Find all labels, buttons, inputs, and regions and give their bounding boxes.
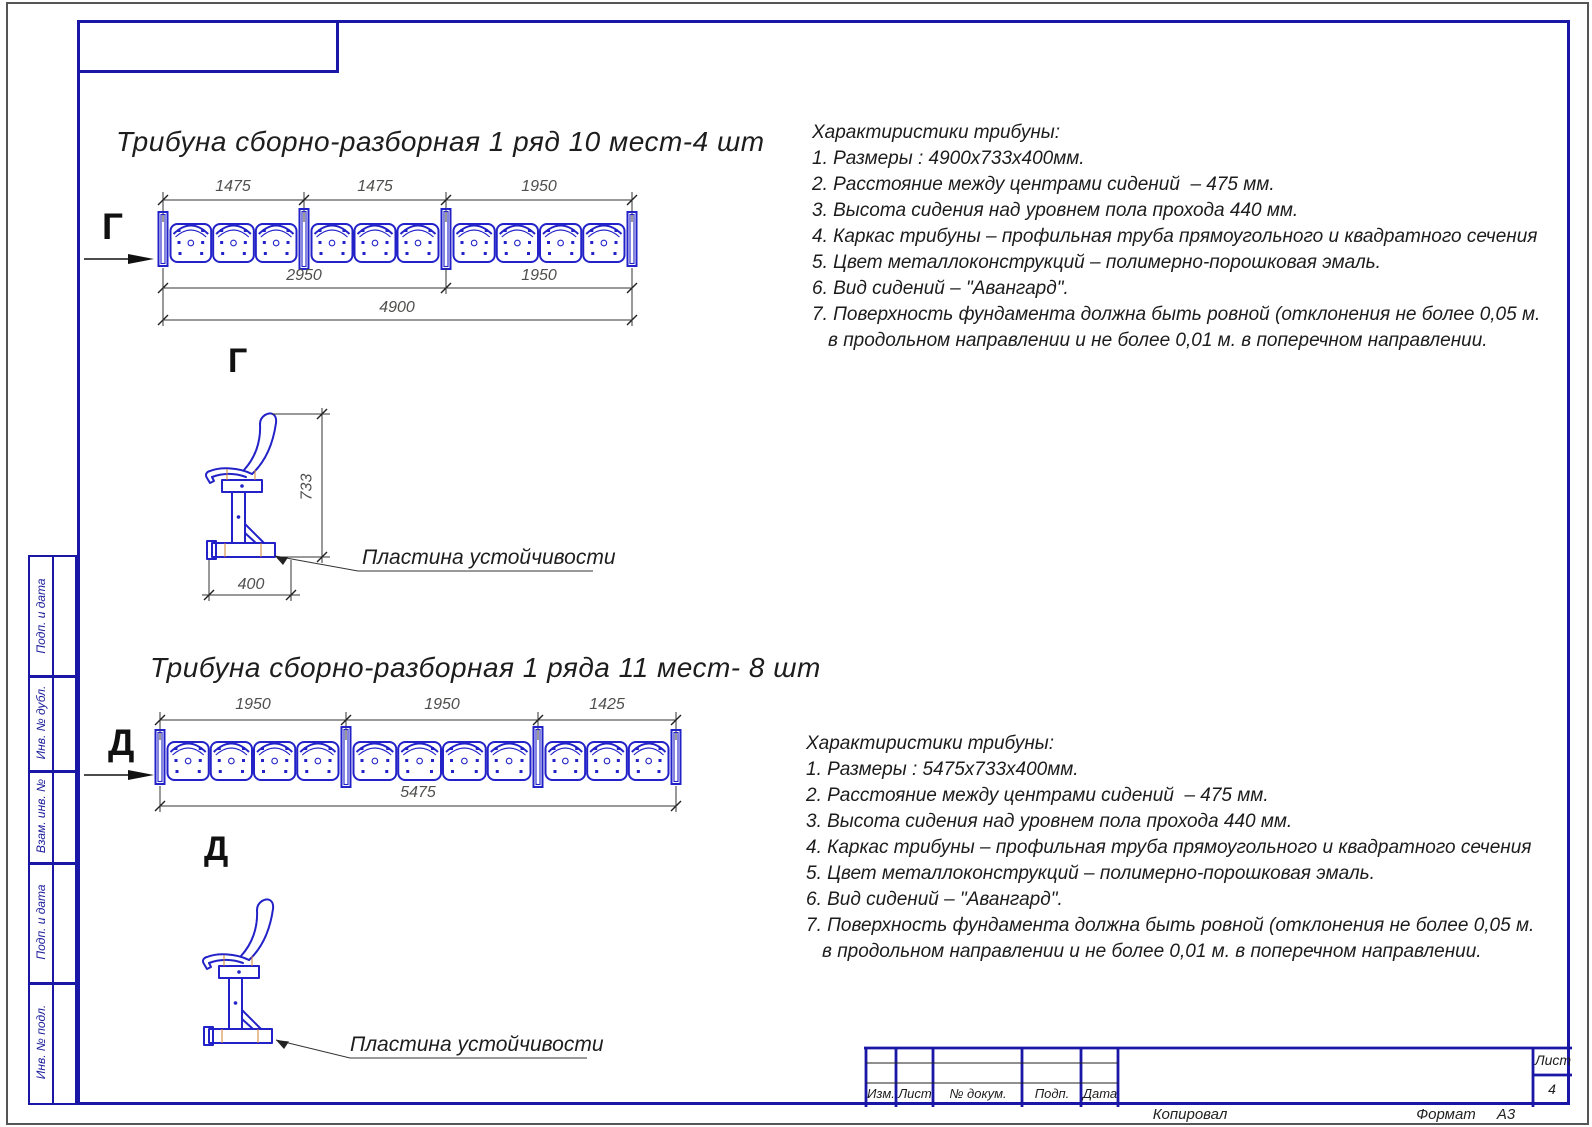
specs-line: 3. Высота сидения над уровнем пола прохода 440 мм. (806, 811, 1293, 832)
specs-line: 2. Расстояние между центрами сидений – 475 мм. (812, 174, 1275, 195)
left-attribute-strip (28, 555, 77, 1105)
dim-label: 4900 (379, 299, 415, 316)
seat (587, 742, 627, 780)
stability-plate-callout: Пластина устойчивости (362, 546, 616, 569)
specs-line: в продольном направлении и не более 0,01 м. в поперечном направлении. (828, 330, 1488, 351)
seat (540, 224, 581, 262)
dim-label-depth: 400 (237, 576, 265, 593)
dim-label: 1475 (215, 178, 251, 195)
seat (488, 742, 531, 780)
specs-line: 5. Цвет металлоконструкций – полимерно-порошковая эмаль. (812, 252, 1381, 273)
tribune2-title: Трибуна сборно-разборная 1 ряда 11 мест- 8 шт (150, 652, 821, 683)
seat (398, 742, 441, 780)
specs-line: 5. Цвет металлоконструкций – полимерно-порошковая эмаль. (806, 863, 1375, 884)
seat (256, 224, 297, 262)
sheet-label: Лист (1534, 1052, 1572, 1068)
strip-label: Взам. инв. № (34, 778, 48, 854)
seat (297, 742, 338, 780)
sheet-number: 4 (1548, 1081, 1556, 1097)
dim-label: 1425 (589, 696, 625, 713)
tribune1-plan-view (85, 172, 655, 334)
specs-line: 2. Расстояние между центрами сидений – 475 мм. (806, 785, 1269, 806)
specs-line: 3. Высота сидения над уровнем пола прохода 440 мм. (812, 200, 1299, 221)
strip-label: Инв. № подл. (34, 1004, 48, 1080)
specs-line: 6. Вид сидений – "Авангард". (806, 889, 1063, 910)
seat (168, 742, 209, 780)
specs-line: 6. Вид сидений – "Авангард". (812, 278, 1069, 299)
specs-heading: Характиристики трибуны: (812, 122, 1061, 143)
seat (354, 742, 397, 780)
dim-label: 1950 (424, 696, 460, 713)
seat (583, 224, 624, 262)
seat (213, 224, 254, 262)
strip-label: Подп. и дата (34, 578, 48, 654)
seat (171, 224, 212, 262)
tb-col-data: Дата (1082, 1086, 1118, 1101)
side-view-letter-g: Г (228, 342, 248, 380)
specs-heading: Характиристики трибуны: (806, 733, 1055, 754)
dim-label: 5475 (400, 784, 436, 801)
tb-col-izm: Изм. (867, 1086, 895, 1101)
specs-line: 7. Поверхность фундамента должна быть ровной (отклонения не более 0,05 м. (806, 915, 1535, 936)
seat (546, 742, 586, 780)
dim-label: 2950 (286, 267, 322, 284)
footer-format-value: А3 (1496, 1106, 1516, 1123)
seat (355, 224, 396, 262)
specs-line: 7. Поверхность фундамента должна быть ровной (отклонения не более 0,05 м. (812, 304, 1541, 325)
tb-col-podp: Подп. (1034, 1086, 1070, 1101)
specs-line: 4. Каркас трибуны – профильная труба прямоугольного и квадратного сечения (812, 226, 1538, 247)
section-letter-g-cut: Г (102, 206, 123, 247)
tb-col-ndoc: № докум. (949, 1086, 1007, 1101)
strip-label: Подп. и дата (34, 884, 48, 960)
seat (254, 742, 295, 780)
specs-line: в продольном направлении и не более 0,01 м. в поперечном направлении. (822, 941, 1482, 962)
specs-block-1 (812, 120, 1540, 354)
seat (629, 742, 669, 780)
seat (211, 742, 252, 780)
seat (312, 224, 353, 262)
seat (454, 224, 495, 262)
strip-label: Инв. № дубл. (34, 685, 48, 760)
dim-label: 1475 (357, 178, 393, 195)
specs-block-2 (806, 731, 1534, 965)
stability-plate-callout: Пластина устойчивости (350, 1033, 604, 1056)
tb-col-list: Лист (898, 1086, 932, 1101)
specs-line: 4. Каркас трибуны – профильная труба прямоугольного и квадратного сечения (806, 837, 1532, 858)
footer-copied: Копировал (1152, 1106, 1228, 1123)
dim-label: 1950 (235, 696, 271, 713)
section-letter-d-cut: Д (108, 722, 135, 763)
dim-label: 1950 (521, 178, 557, 195)
specs-line: 1. Размеры : 5475х733х400мм. (806, 759, 1079, 780)
seat (497, 224, 538, 262)
dim-label: 1950 (521, 267, 557, 284)
seat (443, 742, 486, 780)
dim-label-height: 733 (298, 473, 316, 501)
corner-stamp-box (77, 20, 339, 73)
seat (398, 224, 439, 262)
side-view-letter-d: Д (204, 830, 229, 868)
footer-format-label: Формат (1416, 1106, 1476, 1123)
tribune1-title: Трибуна сборно-разборная 1 ряд 10 мест-4 шт (116, 126, 765, 157)
specs-line: 1. Размеры : 4900х733х400мм. (812, 148, 1085, 169)
